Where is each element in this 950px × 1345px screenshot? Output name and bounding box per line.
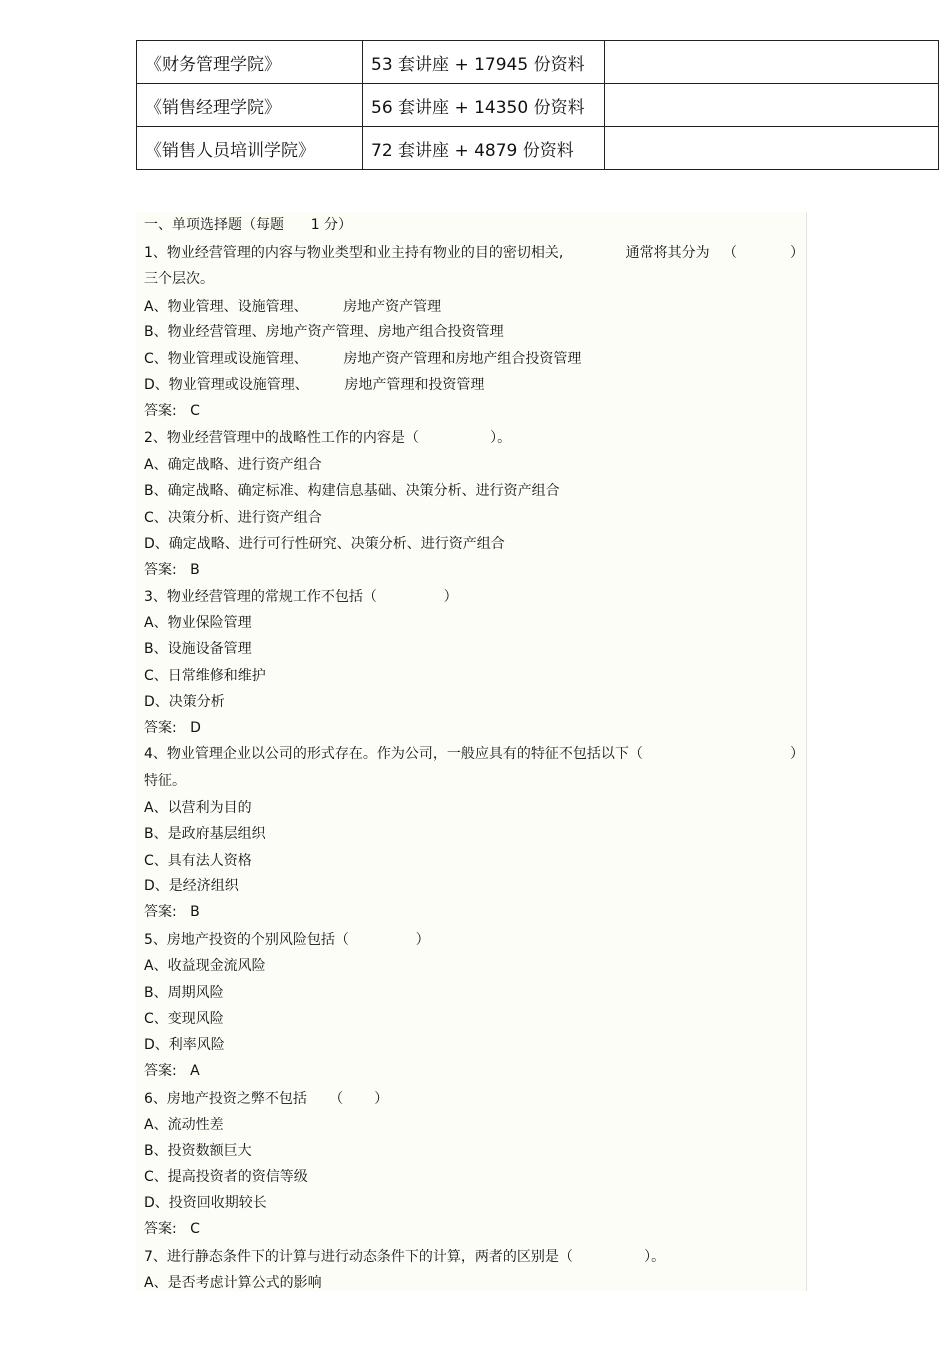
course-name: 《销售人员培训学院》 xyxy=(137,127,363,170)
option-c: C、变现风险 xyxy=(144,1011,224,1027)
course-name: 《财务管理学院》 xyxy=(137,41,363,84)
table-row xyxy=(137,84,939,127)
question-stem-continued: 三个层次。 xyxy=(144,271,214,287)
option-d: D、确定战略、进行可行性研究、决策分析、进行资产组合 xyxy=(144,536,505,552)
course-materials: 72 套讲座 + 4879 份资料 xyxy=(363,127,605,170)
question-stem: 6、房地产投资之弊不包括 （ ） xyxy=(144,1091,389,1107)
answer: 答案: C xyxy=(144,403,200,419)
option-a: A、物业管理、设施管理、 房地产资产管理 xyxy=(144,299,442,315)
course-name: 《销售经理学院》 xyxy=(137,84,363,127)
question-stem: 7、进行静态条件下的计算与进行动态条件下的计算，两者的区别是（ ）。 xyxy=(144,1249,666,1265)
answer: 答案: A xyxy=(144,1063,200,1079)
option-c: C、日常维修和维护 xyxy=(144,668,266,684)
course-table xyxy=(136,40,939,170)
question-stem: 2、物业经营管理中的战略性工作的内容是（ ）。 xyxy=(144,430,512,446)
option-d: D、物业管理或设施管理、 房地产管理和投资管理 xyxy=(144,377,485,393)
option-c: C、决策分析、进行资产组合 xyxy=(144,510,322,526)
question-stem: 1、物业经营管理的内容与物业类型和业主持有物业的目的密切相关, 通常将其分为 （ ） xyxy=(144,245,804,261)
option-a: A、确定战略、进行资产组合 xyxy=(144,457,322,473)
course-extra xyxy=(605,127,939,170)
question-stem: 5、房地产投资的个别风险包括（ ） xyxy=(144,932,430,948)
option-b: B、周期风险 xyxy=(144,985,224,1001)
option-d: D、决策分析 xyxy=(144,694,225,710)
question-stem: 3、物业经营管理的常规工作不包括（ ） xyxy=(144,589,458,605)
course-materials: 53 套讲座 + 17945 份资料 xyxy=(363,41,605,84)
option-a: A、以营利为目的 xyxy=(144,800,252,816)
quiz-section xyxy=(136,212,807,1291)
option-b: B、是政府基层组织 xyxy=(144,826,266,842)
answer: 答案: D xyxy=(144,720,201,736)
option-a: A、收益现金流风险 xyxy=(144,958,266,974)
option-a: A、是否考虑计算公式的影响 xyxy=(144,1275,322,1291)
option-b: B、确定战略、确定标准、构建信息基础、决策分析、进行资产组合 xyxy=(144,483,560,499)
section-title: 一、单项选择题（每题 1 分） xyxy=(144,217,353,233)
option-a: A、流动性差 xyxy=(144,1117,224,1133)
answer: 答案: C xyxy=(144,1221,200,1237)
option-a: A、物业保险管理 xyxy=(144,615,252,631)
option-b: B、投资数额巨大 xyxy=(144,1143,252,1159)
course-materials: 56 套讲座 + 14350 份资料 xyxy=(363,84,605,127)
option-c: C、提高投资者的资信等级 xyxy=(144,1169,308,1185)
course-extra xyxy=(605,41,939,84)
option-b: B、物业经营管理、房地产资产管理、房地产组合投资管理 xyxy=(144,324,504,340)
option-d: D、投资回收期较长 xyxy=(144,1195,267,1211)
question-stem: 4、物业管理企业以公司的形式存在。作为公司，一般应具有的特征不包括以下（ ） xyxy=(144,746,804,762)
option-c: C、具有法人资格 xyxy=(144,853,252,869)
table-row xyxy=(137,41,939,84)
option-b: B、设施设备管理 xyxy=(144,641,252,657)
question-stem-continued: 特征。 xyxy=(144,773,186,789)
course-extra xyxy=(605,84,939,127)
option-d: D、是经济组织 xyxy=(144,878,239,894)
answer: 答案: B xyxy=(144,562,200,578)
table-row xyxy=(137,127,939,170)
option-c: C、物业管理或设施管理、 房地产资产管理和房地产组合投资管理 xyxy=(144,351,582,367)
option-d: D、利率风险 xyxy=(144,1037,225,1053)
answer: 答案: B xyxy=(144,904,200,920)
